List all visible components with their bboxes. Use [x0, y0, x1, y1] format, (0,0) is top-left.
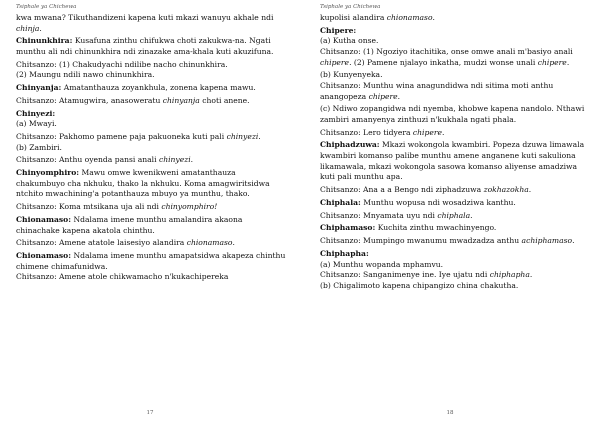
headword: Chinyanja:: [16, 83, 62, 93]
entry-headword: Chinyezi: (a) Mwayi.: [16, 108, 57, 129]
running-header: Tsiphale ya Chichewa: [320, 4, 381, 10]
headword: Chipere:: [320, 25, 357, 35]
headword: Chionamaso:: [16, 214, 72, 224]
entry-headword: Chipere: (a) Kutha onse. Chitsanzo: (1) Ngoziyo itachitika, onse omwe anali m'basiyo anali chipere. (2) Pamene njalayo inkatha, mudzi wonse unali chipere.: [320, 25, 573, 67]
headword: Chiphala:: [320, 197, 361, 207]
entry-example: Chitsanzo: Amene atatole laisesiyo alandira chionamaso.: [16, 238, 235, 248]
page-number: 18: [446, 410, 454, 416]
entry-sense: (b) Kunyenyeka. Chitsanzo: Munthu wina anagundidwa ndi sitima moti anthu anangopeza chipere.: [320, 70, 554, 101]
dictionary-text: [320, 13, 586, 291]
entry-example: Chitsanzo: (1) Chakudyachi ndilibe nacho chinunkhira. (2) Maungu ndili nawo chinunkhira.: [16, 59, 228, 80]
page-number: 17: [146, 410, 154, 416]
headword: Chionamaso:: [16, 251, 72, 261]
headword: Chiphapha:: [320, 248, 369, 258]
headword: Chiphadzuwa:: [320, 140, 380, 150]
entry-continuation: kwa mwana? Tikuthandizeni kapena kuti mkazi wanuyu akhale ndi chinja.: [16, 13, 274, 33]
entry-example: Chitsanzo: Pakhomo pamene paja pakuoneka kuti pali chinyezi. (b) Zambiri.: [16, 132, 261, 152]
entry-example: Chitsanzo: Koma mtsikana uja ali ndi chinyomphiro!: [16, 202, 218, 212]
dictionary-text: [16, 13, 286, 283]
headword: Chinunkhira:: [16, 36, 73, 46]
entry-example: Chitsanzo: Atamugwira, anasoweratu chinyanja choti anene.: [16, 95, 250, 105]
entry-example: Chitsanzo: Mumpingo mwanumu mwadzadza anthu achiphamaso.: [320, 236, 575, 246]
headword: Chiphamaso:: [320, 223, 376, 233]
headword: Chinyezi:: [16, 108, 56, 118]
entry-definition: Chiphala: Munthu wopusa ndi wosadziwa kanthu.: [320, 197, 516, 207]
headword: Chinyomphiro:: [16, 168, 80, 178]
running-header: Tsiphale ya Chichewa: [16, 4, 77, 10]
entry-example: Chitsanzo: Ana a a Bengo ndi ziphadzuwa zokhazokha.: [320, 185, 532, 195]
entry-definition: Chionamaso: Ndalama imene munthu amalandira akaona chinachake kapena akatola chinthu.: [16, 214, 243, 235]
entry-headword: Chiphapha: (a) Munthu wopanda mphamvu. Chitsanzo: Sanganimenye ine. Iye ujatu ndi chiphapha. (b) Chigalimoto kapena chipangizo china chakutha.: [320, 248, 533, 290]
entry-example: Chitsanzo: Mnyamata uyu ndi chiphala.: [320, 210, 473, 220]
right-page: [300, 0, 600, 424]
entry-definition: Chinyomphiro: Mawu omwe kwenikweni amatanthauza chakumbuyo cha nkhuku, thako la nkhuku. Koma amagwiritsidwa ntchito mwachining'a potanthauza mbuyo ya munthu, thako.: [16, 168, 270, 199]
entry-definition: Chiphamaso: Kuchita zinthu mwachinyengo.: [320, 223, 497, 233]
entry-example: Chitsanzo: Anthu oyenda pansi anali chinyezi.: [16, 155, 194, 165]
entry-definition: Chinyanja: Amatanthauza zoyankhula, zonena kapena mawu.: [16, 83, 256, 93]
entry-sense: (c) Ndiwo zopangidwa ndi nyemba, khobwe kapena nandolo. Nthawi zambiri amanyenya zinthuzi n'kukhala ngati phala.: [320, 104, 585, 124]
entry-definition: Chiphadzuwa: Mkazi wokongola kwambiri. Popeza dzuwa limawala kwambiri komanso palibe munthu amene anganene kuti sakuliona likamawala, mkazi wokongola sasowa komanso aliyense amadziwa kuti pali munthu apa.: [320, 140, 585, 182]
entry-example: Chitsanzo: Lero tidyera chipere.: [320, 127, 445, 137]
entry-continuation: kupolisi alandira chionamaso.: [320, 13, 435, 22]
entry-definition: Chionamaso: Ndalama imene munthu amapatsidwa akapeza chinthu chimene chimafunidwa. Chitsanzo: Amene atole chikwamacho n'kukachipereka: [16, 251, 286, 282]
entry-definition: Chinunkhira: Kusafuna zinthu chifukwa choti zakukwa-na. Ngati munthu ali ndi chinunkhira ndi zinazake ama-khala kuti akuzifuna.: [16, 36, 274, 56]
